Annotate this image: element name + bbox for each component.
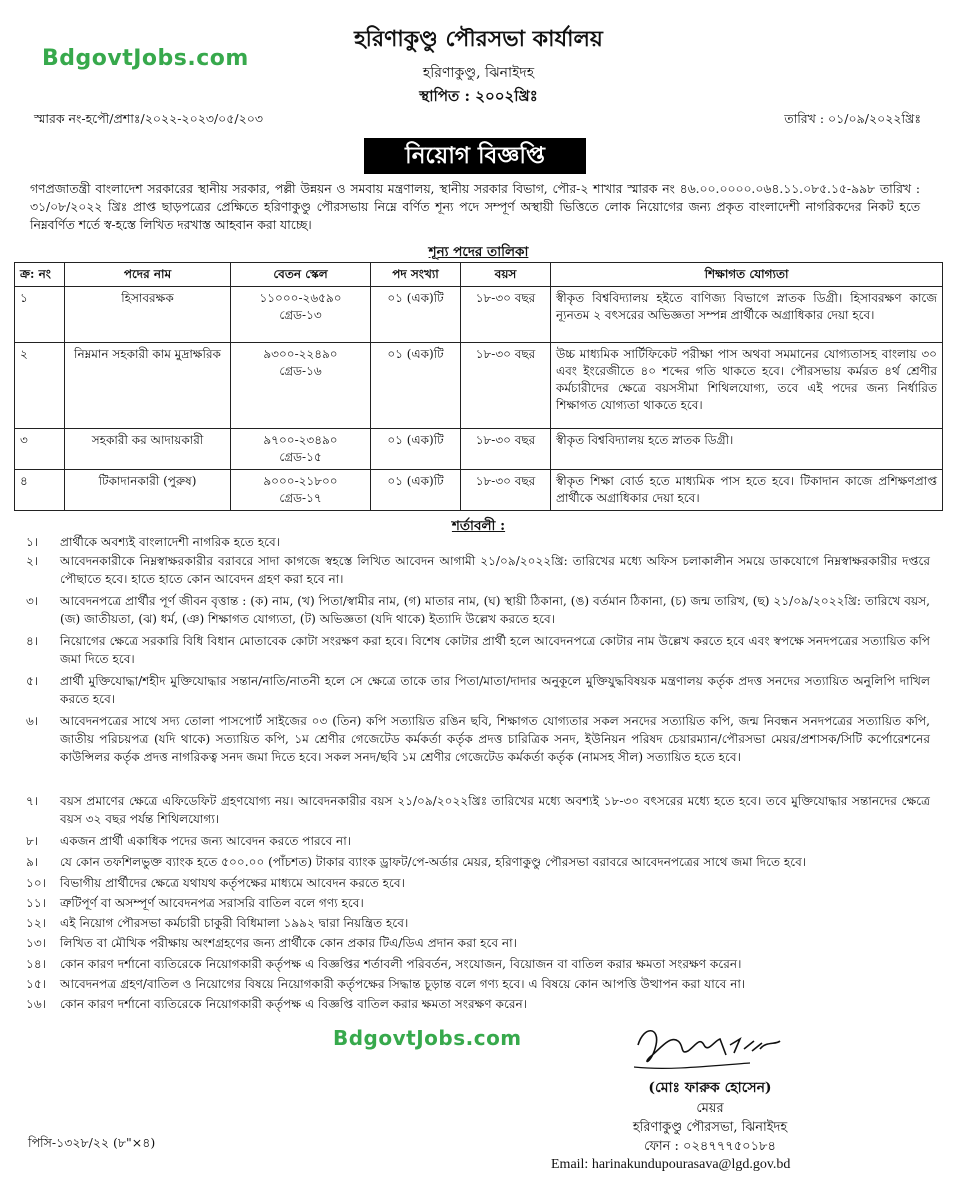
table-row [15,343,943,429]
scale-value: ৯৭০০-২৩৪৯০ [263,433,338,447]
row-count: ০১ (এক)টি [371,429,461,470]
vacancy-table-title: শূন্য পদের তালিকা [428,244,529,260]
office-name: হরিণাকুণ্ডু পৌরসভা কার্যালয় [354,26,603,52]
term-number: ৯। [26,855,39,869]
signature-image [630,1015,790,1075]
term-number: ১। [26,535,39,549]
term-number: ৭। [26,794,39,808]
notice-date: তারিখ : ০১/০৯/২০২২খ্রিঃ [784,111,921,126]
row-serial: ৩ [15,429,65,470]
memo-number: স্মারক নং-হপৌ/প্রশাঃ/২০২২-২০২৩/০৫/২০৩ [34,111,263,126]
row-post: নিম্নমান সহকারী কাম মুদ্রাক্ষরিক [65,343,231,429]
term-number: ৩। [26,594,39,608]
row-scale [231,343,371,429]
table-row [15,470,943,511]
term-text: আবেদনপত্রে প্রার্থীর পূর্ণ জীবন বৃত্তান্ত : (ক) নাম, (খ) পিতা/স্বামীর নাম, (গ) মাতার নাম, (ঘ) স্থায়ী ঠিকানা, (ঙ) বর্তমান ঠিকানা, (চ) জন্ম তারিখ, (ছ) ২১/০৯/২০২২খ্রি: তারিখে বয়স, (জ) জাতীয়তা, (ঝ) ধর্ম, (ঞ) শিক্ষাগত যোগ্যতা, (ট) অভিজ্ঞতা (যদি থাকে) ইত্যাদি উল্লেখ করতে হবে। [60,594,930,626]
col-header-serial: ক্র: নং [15,263,65,287]
established-year: স্থাপিত : ২০০২খ্রিঃ [419,87,538,105]
term-text: কোন কারণ দর্শানো ব্যতিরেকে নিয়োগকারী কর্তৃপক্ষ এ বিজ্ঞপ্তির শর্তাবলী পরিবর্তন, সংযোজন, বিয়োজন বা বাতিল করার ক্ষমতা সংরক্ষণ করেন। [60,957,742,971]
term-number: ৪। [26,634,39,648]
row-scale [231,287,371,343]
term-text: কোন কারণ দর্শানো ব্যতিরেকে নিয়োগকারী কর্তৃপক্ষ এ বিজ্ঞপ্তি বাতিল করার ক্ষমতা সংরক্ষণ করেন। [60,997,528,1011]
term-number: ১১। [26,896,47,910]
row-age: ১৮-৩০ বছর [461,287,551,343]
grade-value: গ্রেড-১৬ [279,364,322,378]
term-number: ১৩। [26,936,47,950]
term-number: ২। [26,554,39,568]
vacancy-table [14,262,943,511]
row-age: ১৮-৩০ বছর [461,343,551,429]
row-count: ০১ (এক)টি [371,470,461,511]
row-count: ০১ (এক)টি [371,287,461,343]
table-header-row [15,263,943,287]
signatory-office: হরিণাকুণ্ডু পৌরসভা, ঝিনাইদহ [632,1120,788,1135]
row-serial: ৪ [15,470,65,511]
term-text: আবেদনপত্রের সাথে সদ্য তোলা পাসপোর্ট সাইজের ০৩ (তিন) কপি সত্যায়িত রঙিন ছবি, শিক্ষাগত যোগ্যতার সকল সনদের সত্যায়িত কপি, জন্ম নিবন্ধন সনদপত্রের সত্যায়িত কপি, জাতীয় পরিচয়পত্র (যদি থাকে) সত্যায়িত কপি, ১ম শ্রেণীর গেজেটেড কর্মকর্তা কর্তৃক প্রদত্ত চারিত্রিক সনদ, ইউনিয়ন পরিষদ চেয়ারম্যান/পৌরসভা মেয়র/প্রশাসক/সিটি কর্পোরেশনের কাউন্সিলর কর্তৃক প্রদত্ত নাগরিকত্ব সনদ জমা দিতে হবে। সকল সনদ/ছবি ১ম শ্রেণীর গেজেটেড কর্মকর্তা কর্তৃক (নামসহ সীল) সত্যায়িত হতে হবে। [60,714,930,764]
row-qualification: স্বীকৃত বিশ্ববিদ্যালয় হতে স্নাতক ডিগ্রী। [551,429,943,470]
term-text: প্রার্থী মুক্তিযোদ্ধা/শহীদ মুক্তিযোদ্ধার সন্তান/নাতি/নাতনী হলে সে ক্ষেত্রে তাকে তার পিতা/মাতা/দাদার অনুকূলে মুক্তিযুদ্ধবিষয়ক মন্ত্রণালয় কর্তৃক প্রদত্ত সনদের সত্যায়িত অনুলিপি দাখিল করতে হবে। [60,674,930,706]
col-header-count: পদ সংখ্যা [371,263,461,287]
term-number: ১০। [26,876,47,890]
row-age: ১৮-৩০ বছর [461,470,551,511]
row-qualification: উচ্চ মাধ্যমিক সার্টিফিকেট পরীক্ষা পাস অথবা সমমানের যোগ্যতাসহ বাংলায় ৩০ এবং ইংরেজীতে ৪০ শব্দের গতি থাকতে হবে। পৌরসভায় কর্মরত ৪র্থ শ্রেণীর কর্মচারীদের ক্ষেত্রে বয়সসীমা শিথিলযোগ্য, তবে এই পদের জন্য নির্ধারিত শিক্ষাগত যোগ্যতা থাকতে হবে। [551,343,943,429]
row-qualification: স্বীকৃত বিশ্ববিদ্যালয় হইতে বাণিজ্য বিভাগে স্নাতক ডিগ্রী। হিসাবরক্ষণ কাজে ন্যূনতম ২ বৎসরের অভিজ্ঞতা সম্পন্ন প্রার্থীকে অগ্রাধিকার দেয়া হবে। [551,287,943,343]
row-scale [231,429,371,470]
term-text: আবেদনপত্র গ্রহণ/বাতিল ও নিয়োগের বিষয়ে নিয়োগকারী কর্তৃপক্ষের সিদ্ধান্ত চূড়ান্ত বলে গণ্য হবে। এ বিষয়ে কোন আপত্তি উত্থাপন করা যাবে না। [60,977,746,991]
row-serial: ২ [15,343,65,429]
row-serial: ১ [15,287,65,343]
scale-value: ১১০০০-২৬৫৯০ [259,291,342,305]
col-header-scale: বেতন স্কেল [231,263,371,287]
scale-value: ৯৩০০-২২৪৯০ [263,347,338,361]
intro-paragraph: গণপ্রজাতন্ত্রী বাংলাদেশ সরকারের স্থানীয় সরকার, পল্লী উন্নয়ন ও সমবায় মন্ত্রণালয়, স্থানীয় সরকার বিভাগ, পৌর-২ শাখার স্মারক নং ৪৬.০০.০০০০.০৬৪.১১.০৮৫.১৫-৯৯৮ তারিখ : ৩১/০৮/২০২২ খ্রিঃ প্রাপ্ত ছাড়পত্রের প্রেক্ষিতে হরিণাকুণ্ডু পৌরসভায় নিম্নে বর্ণিত শূন্য পদে সম্পূর্ণ অস্থায়ী ভিত্তিতে লোক নিয়োগের জন্য প্রকৃত বাংলাদেশী নাগরিকদের নিকট হতে নিম্নবর্ণিত শর্তে স্ব-হস্তে লিখিত দরখাস্ত আহবান করা যাচ্ছে। [30,182,920,232]
col-header-age: বয়স [461,263,551,287]
notice-title: নিয়োগ বিজ্ঞপ্তি [364,138,586,174]
term-text: একজন প্রার্থী একাধিক পদের জন্য আবেদন করতে পারবে না। [60,834,352,848]
row-post: টিকাদানকারী (পুরুষ) [65,470,231,511]
term-text: লিখিত বা মৌখিক পরীক্ষায় অংশগ্রহণের জন্য প্রার্থীকে কোন প্রকার টিএ/ডিএ প্রদান করা হবে না। [60,936,517,950]
term-text: বয়স প্রমাণের ক্ষেত্রে এফিডেফিট গ্রহণযোগ্য নয়। আবেদনকারীর বয়স ২১/০৯/২০২২খ্রিঃ তারিখের মধ্যে অবশ্যই ১৮-৩০ বৎসরের মধ্যে হতে হবে। তবে মুক্তিযোদ্ধার সন্তানদের ক্ষেত্রে বয়স ৩২ বছর পর্যন্ত শিথিলযোগ্য। [60,794,930,826]
watermark-logo-top: BdgovtJobs.com [42,46,249,71]
scale-value: ৯০০০-২১৮০০ [263,474,338,488]
term-text: প্রার্থীকে অবশ্যই বাংলাদেশী নাগরিক হতে হবে। [60,535,281,549]
row-age: ১৮-৩০ বছর [461,429,551,470]
term-text: আবেদনকারীকে নিম্নস্বাক্ষরকারীর বরাবরে সাদা কাগজে স্বহস্তে লিখিত আবেদন আগামী ২১/০৯/২০২২খ্রি: তারিখের মধ্যে অফিস চলাকালীন সময়ে ডাকযোগে নিম্নস্বাক্ষরকারীর দপ্তরে পৌছাতে হবে। হাতে হাতে কোন আবেদন গ্রহণ করা হবে না। [60,554,930,586]
term-number: ৫। [26,674,39,688]
term-number: ১৬। [26,997,47,1011]
table-row [15,429,943,470]
office-location: হরিণাকুণ্ডু, ঝিনাইদহ [422,65,535,81]
term-number: ১২। [26,916,47,930]
row-scale [231,470,371,511]
signatory-designation: মেয়র [696,1101,724,1116]
row-post: হিসাবরক্ষক [65,287,231,343]
term-number: ৬। [26,714,39,728]
grade-value: গ্রেড-১৭ [279,491,322,505]
term-text: নিয়োগের ক্ষেত্রে সরকারি বিধি বিধান মোতাবেক কোটা সংরক্ষণ করা হবে। বিশেষ কোটার প্রার্থী হলে আবেদনপত্রে কোটার নাম উল্লেখ করতে হবে এবং স্বপক্ষে সনদপত্রের সত্যায়িত কপি জমা দিতে হবে। [60,634,930,666]
term-text: ত্রুটিপূর্ণ বা অসম্পূর্ণ আবেদনপত্র সরাসরি বাতিল বলে গণ্য হবে। [60,896,364,910]
term-number: ৮। [26,834,39,848]
term-text: যে কোন তফশিলভুক্ত ব্যাংক হতে ৫০০.০০ (পাঁচশত) টাকার ব্যাংক ড্রাফট/পে-অর্ডার মেয়র, হরিণাকুণ্ডু পৌরসভা বরাবরে আবেদনপত্রের সাথে জমা দিতে হবে। [60,855,807,869]
signatory-name: (মোঃ ফারুক হোসেন) [648,1080,772,1096]
grade-value: গ্রেড-১৫ [279,450,322,464]
term-number: ১৪। [26,957,47,971]
row-post: সহকারী কর আদায়কারী [65,429,231,470]
grade-value: গ্রেড-১৩ [279,308,322,322]
watermark-logo-bottom: BdgovtJobs.com [333,1026,522,1050]
terms-title: শর্তাবলী : [451,518,506,534]
table-row [15,287,943,343]
col-header-qualification: শিক্ষাগত যোগ্যতা [551,263,943,287]
pc-number: পিসি-১৩২৮/২২ (৮"×৪) [28,1135,156,1150]
row-count: ০১ (এক)টি [371,343,461,429]
term-text: বিভাগীয় প্রার্থীদের ক্ষেত্রে যথাযথ কর্তৃপক্ষের মাধ্যমে আবেদন করতে হবে। [60,876,405,890]
signatory-email: Email: harinakundupourasava@lgd.gov.bd [551,1157,791,1172]
col-header-post: পদের নাম [65,263,231,287]
term-text: এই নিয়োগ পৌরসভা কর্মচারী চাকুরী বিধিমালা ১৯৯২ দ্বারা নিয়ন্ত্রিত হবে। [60,916,409,930]
term-number: ১৫। [26,977,47,991]
signatory-phone: ফোন : ০২৪৭৭৭৫০১৮৪ [644,1139,776,1154]
row-qualification: স্বীকৃত শিক্ষা বোর্ড হতে মাধ্যমিক পাস হতে হবে। টিকাদান কাজে প্রশিক্ষণপ্রাপ্ত প্রার্থীকে অগ্রাধিকার দেয়া হবে। [551,470,943,511]
